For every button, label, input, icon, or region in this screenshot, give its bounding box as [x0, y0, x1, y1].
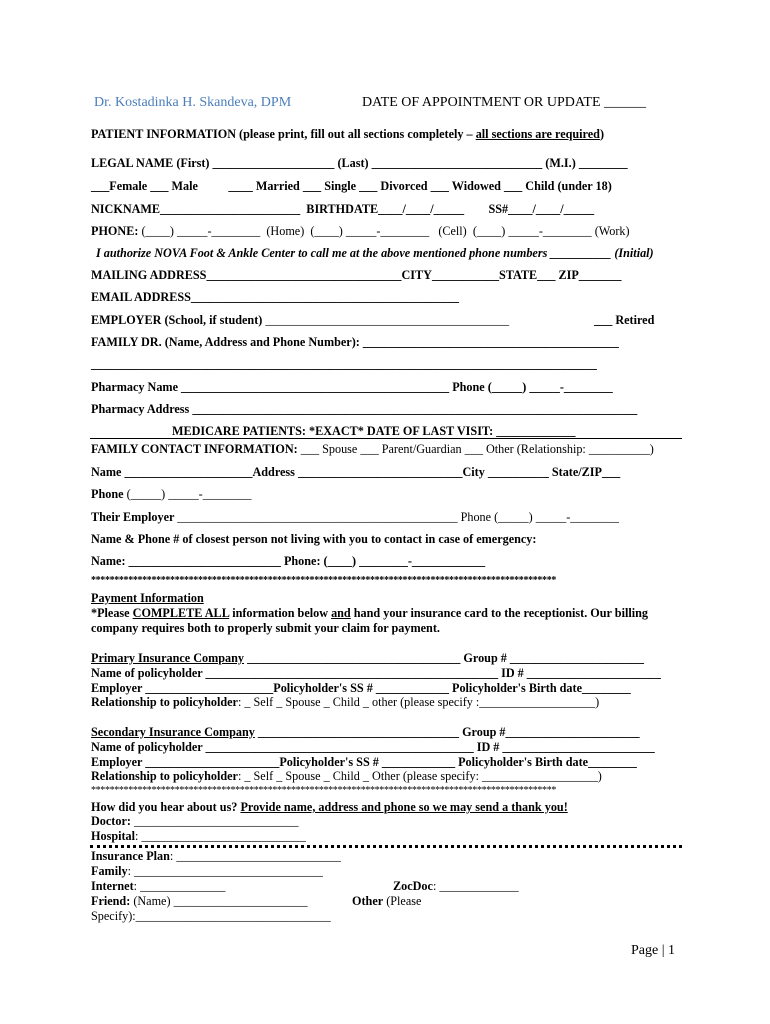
email-field[interactable]: EMAIL ADDRESS____________________________________________: [91, 290, 460, 304]
separator-stars: ****************************************************************************************************: [91, 575, 557, 586]
payment-title: Payment Information: [91, 591, 204, 605]
referral-friend-field[interactable]: [91, 894, 308, 908]
zocdoc-label: ZocDoc: [393, 879, 433, 893]
other-label: Other: [352, 894, 384, 908]
payment-instructions: [91, 606, 648, 620]
legal-name-field[interactable]: LEGAL NAME (First) ____________________ (Last) ____________________________ (M.I.) ________: [91, 156, 628, 170]
pay-text-b: COMPLETE ALL: [132, 606, 230, 620]
separator-stars-2: ****************************************************************************************************: [91, 785, 557, 796]
phone-label: PHONE:: [91, 224, 142, 238]
their-employer-blank[interactable]: ______________________________________________ Phone (_____) _____-________: [177, 510, 620, 524]
secondary-relationship-field[interactable]: [91, 769, 602, 783]
primary-relationship-options[interactable]: : _ Self _ Spouse _ Child _ other (please specify :___________________): [237, 695, 600, 709]
family-dr-field[interactable]: FAMILY DR. (Name, Address and Phone Number): __________________________________________: [91, 335, 619, 349]
referral-other-field[interactable]: [352, 894, 421, 908]
patient-info-heading: [91, 127, 604, 141]
authorize-initial[interactable]: (Initial): [614, 246, 654, 260]
referral-internet-field[interactable]: [91, 879, 225, 893]
heading-close: ): [599, 127, 604, 141]
payment-instructions-2: company requires both to properly submit your claim for payment.: [91, 621, 440, 635]
zocdoc-blank[interactable]: : _____________: [432, 879, 519, 893]
primary-relationship-field[interactable]: [91, 695, 599, 709]
secondary-company-blank[interactable]: _________________________________ Group #______________________: [254, 725, 640, 739]
pharmacy-address-field[interactable]: Pharmacy Address _________________________________________________________________________: [91, 402, 638, 416]
referral-q-text: How did you hear about us?: [91, 800, 241, 814]
referral-question: [91, 800, 568, 814]
referral-q-underlined: Provide name, address and phone so we may send a thank you!: [240, 800, 568, 814]
family-contact-label: FAMILY CONTACT INFORMATION:: [91, 442, 301, 456]
primary-company-label: Primary Insurance Company: [91, 651, 245, 665]
family-phone-blank[interactable]: (_____) _____-________: [126, 487, 252, 501]
secondary-company-label: Secondary Insurance Company: [91, 725, 255, 739]
their-employer-label: Their Employer: [91, 510, 178, 524]
employer-blank[interactable]: ________________________________________: [265, 313, 510, 327]
referral-hospital-field[interactable]: [91, 829, 306, 843]
secondary-company-field[interactable]: [91, 725, 640, 739]
nickname-birthdate-ss-field[interactable]: NICKNAME_______________________ BIRTHDATE____/____/_____ SS#____/____/_____: [91, 202, 595, 216]
mailing-address-field[interactable]: MAILING ADDRESS________________________________CITY___________STATE___ ZIP_______: [91, 268, 622, 282]
referral-doctor-blank[interactable]: ___________________________: [130, 814, 299, 828]
plan-blank[interactable]: : ___________________________: [169, 849, 341, 863]
friend-label: Friend:: [91, 894, 134, 908]
heading-text: PATIENT INFORMATION (please print, fill out all sections completely –: [91, 127, 476, 141]
authorize-text: I authorize NOVA Foot & Ankle Center to call me at the above mentioned phone numbers __________: [96, 246, 615, 260]
referral-hospital-label: Hospital: [91, 829, 136, 843]
family-phone-field[interactable]: [91, 487, 251, 501]
dotted-divider: [90, 845, 682, 848]
referral-zocdoc-field[interactable]: [393, 879, 519, 893]
gender-marital-field[interactable]: ___Female ___ Male ____ Married ___ Single ___ Divorced ___ Widowed ___ Child (under 18): [91, 179, 612, 193]
internet-label: Internet: [91, 879, 134, 893]
page-number: Page | 1: [631, 943, 676, 958]
other-text: (Please: [383, 894, 422, 908]
emergency-contact-field[interactable]: Name: _________________________ Phone: (____) ________-____________: [91, 554, 486, 568]
phone-blanks[interactable]: (____) _____-________ (Home) (____) _____-________ (Cell) (____) _____-________ (Work): [141, 224, 630, 238]
referral-insurance-plan-field[interactable]: [91, 849, 341, 863]
closest-person-label: Name & Phone # of closest person not living with you to contact in case of emergency:: [91, 532, 537, 546]
secondary-relationship-label: Relationship to policyholder: [91, 769, 238, 783]
pay-text-e: hand your insurance card to the receptionist. Our billing: [350, 606, 648, 620]
date-of-appointment[interactable]: DATE OF APPOINTMENT OR UPDATE ______: [362, 95, 647, 110]
pay-text-c: information below: [229, 606, 332, 620]
primary-company-blank[interactable]: ___________________________________ Group # ______________________: [244, 651, 644, 665]
doctor-name: Dr. Kostadinka H. Skandeva, DPM: [94, 95, 292, 110]
secondary-employer-field[interactable]: Employer ______________________Policyholder's SS # ____________ Policyholder's Birth date________: [91, 755, 637, 769]
internet-blank[interactable]: : ______________: [133, 879, 226, 893]
referral-family-field[interactable]: [91, 864, 323, 878]
authorize-call[interactable]: [96, 246, 654, 260]
family-phone-label: Phone: [91, 487, 127, 501]
family-dr-line2[interactable]: ___________________________________________________________________________________: [91, 357, 597, 371]
referral-hospital-blank[interactable]: : ___________________________: [135, 829, 306, 843]
family-label: Family: [91, 864, 128, 878]
family-contact-heading[interactable]: [91, 442, 654, 456]
secondary-relationship-options[interactable]: : _ Self _ Spouse _ Child _ Other (please specify: ___________________): [237, 769, 602, 783]
family-name-address-field[interactable]: Name _____________________Address ___________________________City __________ State/ZIP___: [91, 465, 621, 479]
primary-employer-field[interactable]: Employer _____________________Policyholder's SS # ____________ Policyholder's Birth date________: [91, 681, 631, 695]
referral-specify-field[interactable]: Specify):________________________________: [91, 909, 331, 923]
pay-text-d: and: [331, 606, 351, 620]
employer-field[interactable]: [91, 313, 655, 327]
employer-label: EMPLOYER (School, if student): [91, 313, 266, 327]
heading-required: all sections are required: [475, 127, 600, 141]
pay-text-a: *Please: [91, 606, 133, 620]
primary-holder-field[interactable]: Name of policyholder ________________________________________________ ID # ______________________: [91, 666, 661, 680]
friend-blank[interactable]: (Name) ______________________: [133, 894, 308, 908]
secondary-holder-field[interactable]: Name of policyholder ____________________________________________ ID # _________________________: [91, 740, 655, 754]
family-blank[interactable]: : _______________________________: [127, 864, 323, 878]
medicare-last-visit[interactable]: MEDICARE PATIENTS: *EXACT* DATE OF LAST VISIT: _____________: [172, 424, 576, 438]
referral-doctor-label: Doctor:: [91, 814, 131, 828]
primary-company-field[interactable]: [91, 651, 644, 665]
pharmacy-name-field[interactable]: Pharmacy Name ____________________________________________ Phone (_____) _____-________: [91, 380, 613, 394]
primary-relationship-label: Relationship to policyholder: [91, 695, 238, 709]
retired-check[interactable]: ___ Retired: [594, 313, 655, 327]
phone-field[interactable]: [91, 224, 630, 238]
family-relationship-options[interactable]: ___ Spouse ___ Parent/Guardian ___ Other (Relationship: __________): [300, 442, 654, 456]
divider-line: [90, 438, 682, 439]
their-employer-field[interactable]: [91, 510, 619, 524]
referral-doctor-field[interactable]: [91, 814, 299, 828]
plan-label: Insurance Plan: [91, 849, 170, 863]
